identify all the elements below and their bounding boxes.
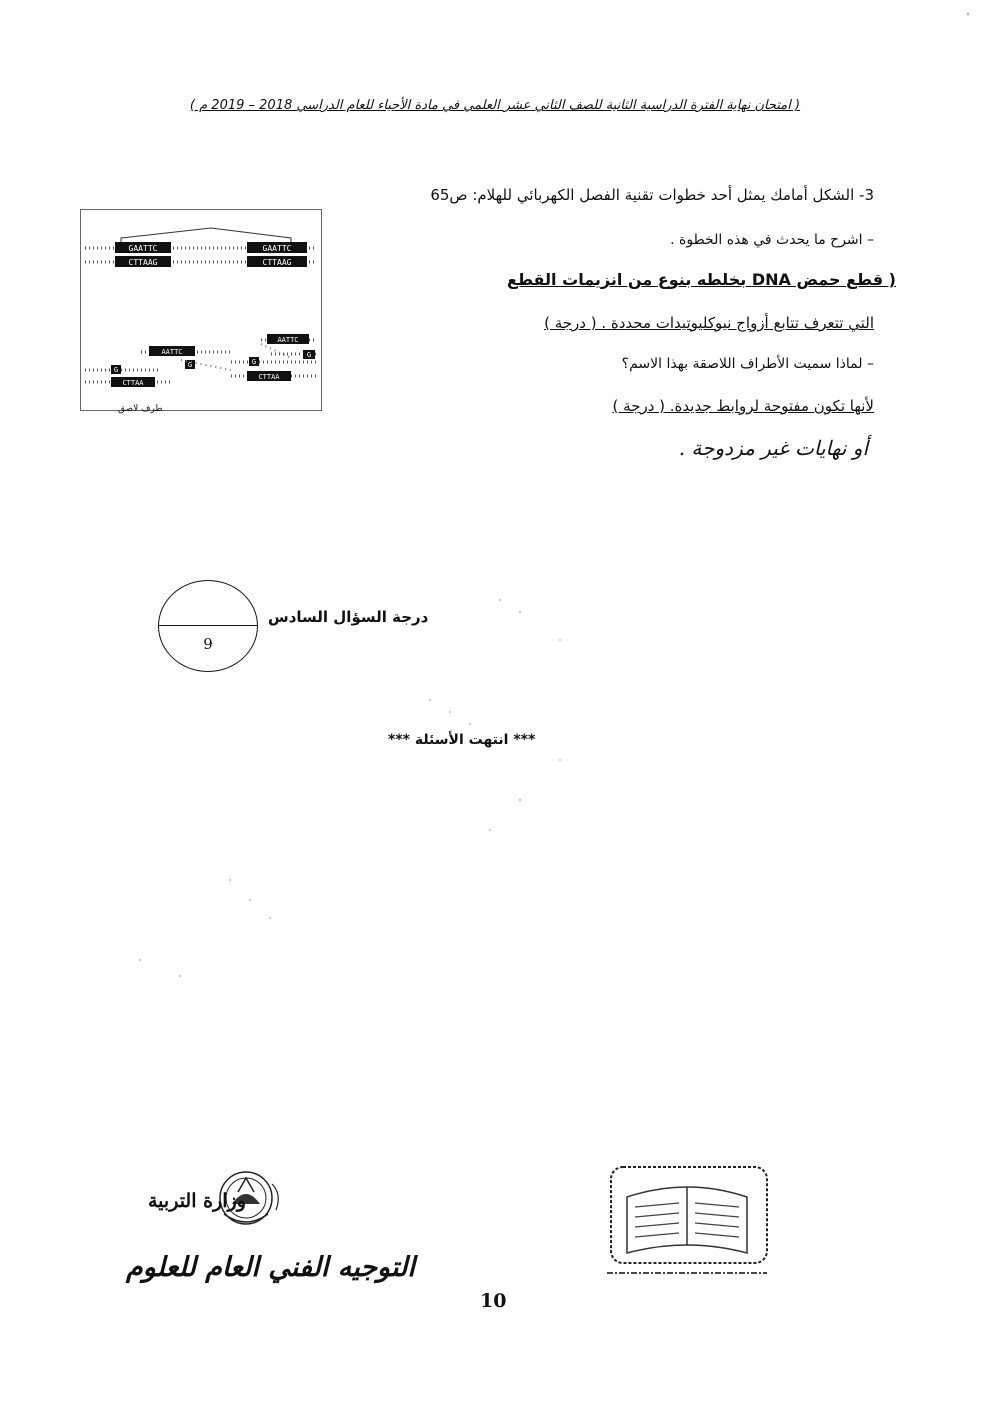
fragment-label: G — [251, 358, 257, 366]
fragment-label: G — [187, 361, 193, 369]
site-label: GAATTC — [128, 244, 158, 253]
fragment-label: CTTAA — [122, 379, 144, 387]
site-label: GAATTC — [262, 244, 292, 253]
fragment-label: G — [306, 351, 312, 359]
score-value: 9 — [203, 635, 213, 653]
question-statement: 3- الشكل أمامك يمثل أحد خطوات تقنية الفصل الكهربائي للهلام: ص65 — [430, 186, 874, 204]
figure-caption: طرف لاصق — [118, 404, 163, 414]
site-label: CTTAAG — [262, 258, 292, 267]
answer-sticky-ends: لأنها تكون مفتوحة لروابط جديدة. ( درجة ) — [612, 397, 874, 415]
fragment-label: AATTC — [277, 336, 299, 344]
exam-header: ( امتحان نهاية الفترة الدراسية الثانية للصف الثاني عشر العلمي في مادة الأحياء للعام الدراسي 2018 – 2019 م ) — [189, 98, 801, 113]
score-label: درجة السؤال السادس — [268, 608, 429, 626]
prompt-why-sticky-ends: – لماذا سميت الأطراف اللاصقة بهذا الاسم؟ — [621, 356, 874, 372]
handwritten-note: أو نهايات غير مزدوجة . — [678, 436, 868, 460]
fragment-label: CTTAA — [258, 373, 280, 381]
page-number: 10 — [480, 1290, 507, 1312]
ministry-stamp-text: وزارة التربية — [148, 1190, 246, 1212]
answer-line-2: التي تتعرف تتابع أزواج نيوكليوتيدات محددة . ( درجة ) — [544, 314, 874, 332]
prompt-explain: – اشرح ما يحدث في هذه الخطوة . — [670, 232, 874, 248]
answer-line-1: ( قطع حمض DNA بخلطه بنوع من انزيمات القطع — [507, 270, 896, 289]
fragment-label: AATTC — [161, 348, 183, 356]
office-stamp-text: التوجيه الفني العام للعلوم — [126, 1252, 415, 1283]
site-label: CTTAAG — [128, 258, 158, 267]
end-of-questions: *** انتهت الأسئلة *** — [388, 732, 536, 748]
fragment-label: G — [113, 366, 119, 374]
